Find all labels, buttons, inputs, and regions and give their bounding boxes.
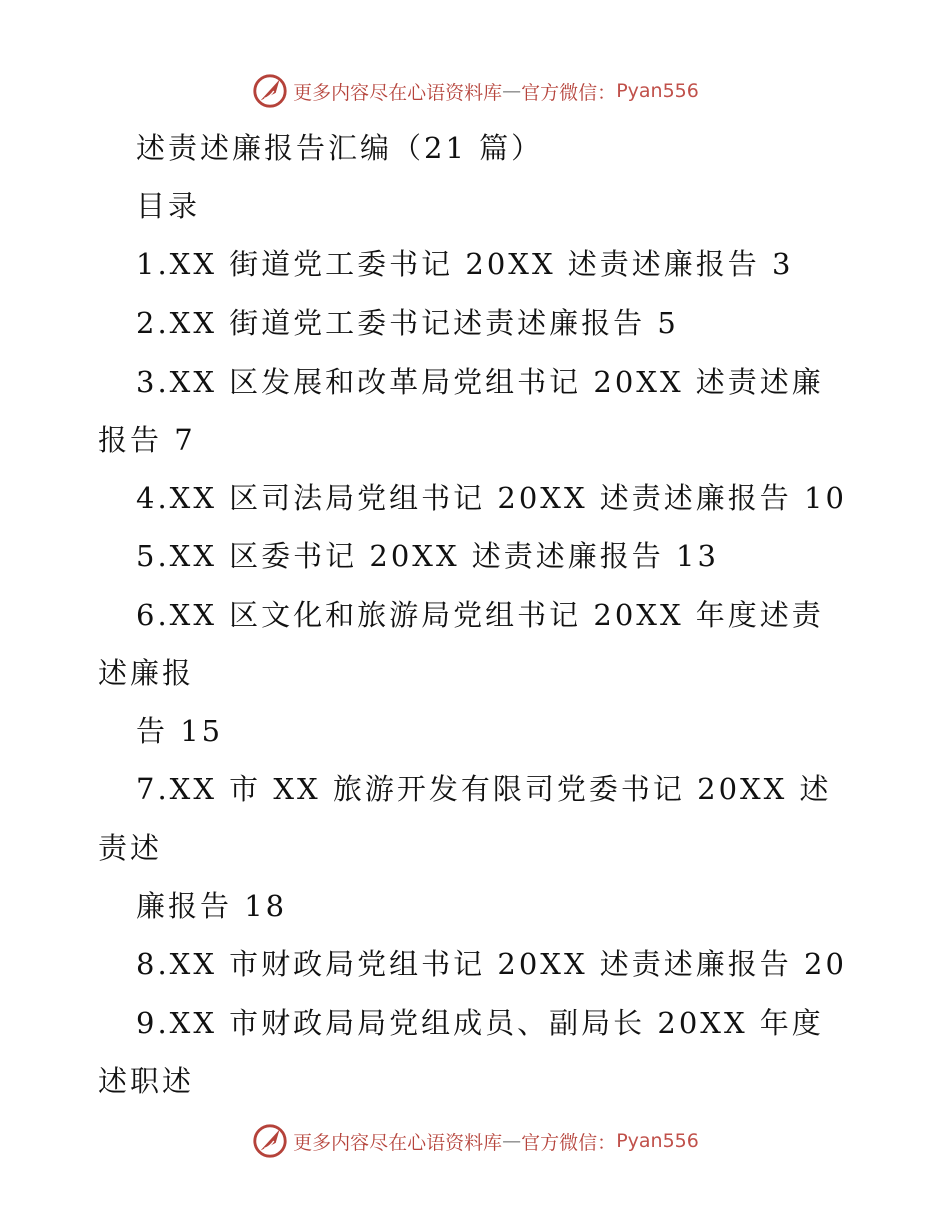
toc-line: 9.XX 市财政局局党组成员、副局长 20XX 年度 [136, 1006, 824, 1040]
toc-line: 1.XX 街道党工委书记 20XX 述责述廉报告 3 [136, 247, 794, 281]
toc-line: 7.XX 市 XX 旅游开发有限司党委书记 20XX 述 [136, 772, 832, 806]
banner-handle: Pyan556 [616, 80, 699, 102]
toc-line: 4.XX 区司法局党组书记 20XX 述责述廉报告 10 [136, 481, 847, 515]
toc-line-continued: 责述 [98, 831, 163, 865]
toc-line: 8.XX 市财政局党组书记 20XX 述责述廉报告 20 [136, 947, 847, 981]
banner-official: 官方微信： [521, 81, 617, 104]
banner-handle: Pyan556 [616, 1130, 699, 1152]
toc-line-continued: 述职述 [98, 1064, 195, 1098]
toc-line: 5.XX 区委书记 20XX 述责述廉报告 13 [136, 539, 719, 573]
banner-text: 更多内容尽在心语资料库 [293, 81, 503, 104]
toc-line: 2.XX 街道党工委书记述责述廉报告 5 [136, 306, 679, 340]
document-title: 述责述廉报告汇编（21 篇） [136, 131, 544, 165]
banner-separator: — [502, 80, 522, 102]
toc-line-continued: 廉报告 18 [136, 889, 288, 923]
toc-line: 6.XX 区文化和旅游局党组书记 20XX 年度述责 [136, 598, 824, 632]
toc-heading: 目录 [136, 189, 201, 223]
footer-watermark-banner [0, 1122, 950, 1160]
toc-line-continued: 述廉报 [98, 656, 195, 690]
toc-line: 3.XX 区发展和改革局党组书记 20XX 述责述廉 [136, 365, 824, 399]
quill-logo-icon [251, 1122, 289, 1160]
banner-separator: — [502, 1130, 522, 1152]
quill-logo-icon [251, 72, 289, 110]
banner-text: 更多内容尽在心语资料库 [293, 1131, 503, 1154]
toc-line-continued: 告 15 [136, 714, 224, 748]
header-watermark-banner [0, 72, 950, 110]
toc-line-continued: 报告 7 [98, 423, 196, 457]
banner-official: 官方微信： [521, 1131, 617, 1154]
